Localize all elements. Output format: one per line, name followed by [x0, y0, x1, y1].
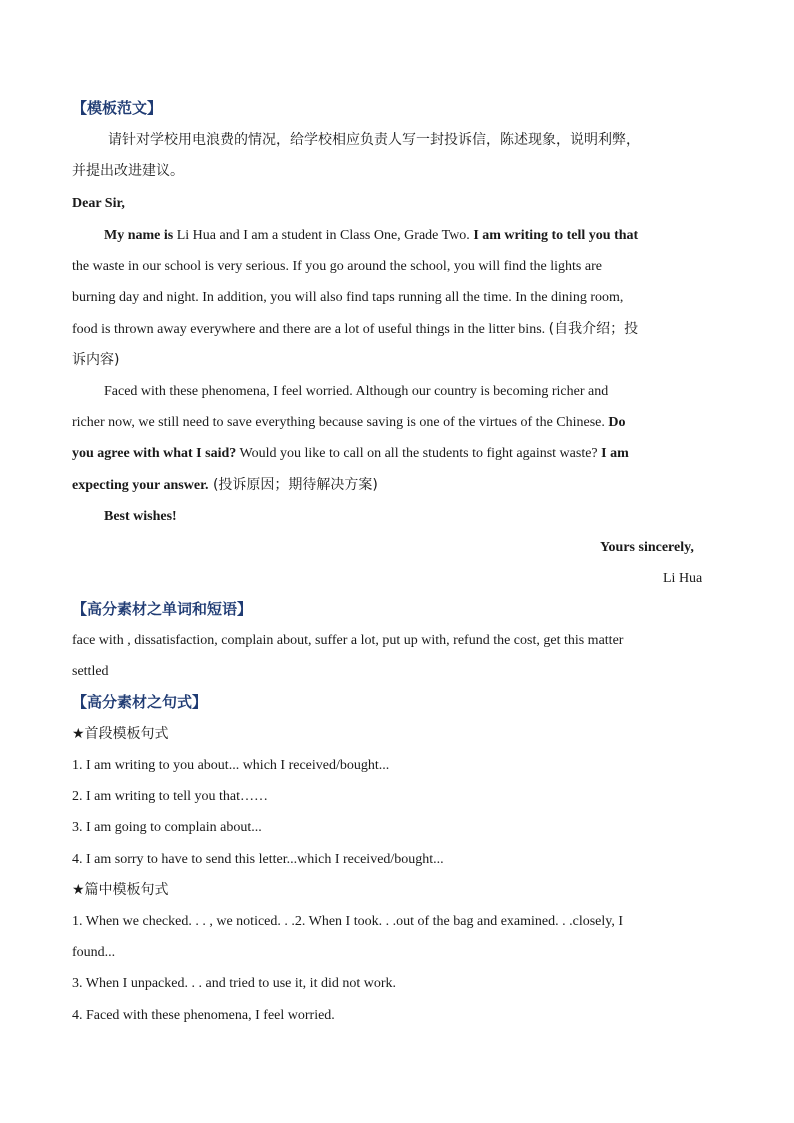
- p2-line-4: [72, 475, 378, 496]
- signature: Li Hua: [663, 571, 703, 586]
- p1-line-4-text: food is thrown away everywhere and there are a lot of useful things in the litter bins.: [72, 322, 549, 337]
- p2-line-2: [72, 413, 626, 433]
- p2-note-cn: (投诉原因；期待解决方案): [208, 477, 378, 493]
- p1-bold-writing: I am writing to tell you that: [473, 228, 639, 243]
- p2-line-3-text: Would you like to call on all the students to fight against waste?: [236, 446, 602, 461]
- p1-line-1: [104, 226, 638, 246]
- p2-bold-expecting: expecting your answer.: [72, 478, 209, 493]
- p2-bold-question: you agree with what I said?: [72, 446, 237, 461]
- section-heading-template: 【模板范文】: [72, 101, 163, 117]
- first-item-2: 2. I am writing to tell you that……: [72, 789, 268, 804]
- p1-bold-intro: My name is: [104, 228, 174, 243]
- p1-note-cn: (自我介绍；投: [548, 321, 639, 337]
- closing: Best wishes!: [104, 509, 177, 524]
- middle-item-1-line-2: found...: [72, 945, 116, 960]
- p2-bold-iam: I am: [601, 446, 629, 461]
- p1-line-4: [72, 319, 638, 340]
- p1-text: Li Hua and I am a student in Class One, Grade Two.: [173, 228, 474, 243]
- p1-line-5: 诉内容): [72, 352, 120, 368]
- middle-para-title: ★篇中模板句式: [72, 882, 169, 898]
- vocab-line-2: settled: [72, 664, 109, 679]
- middle-item-4: 4. Faced with these phenomena, I feel worried.: [72, 1008, 335, 1023]
- middle-item-1-line-1: 1. When we checked. . . , we noticed. . .2. When I took. . .out of the bag and examined. . .closely, I: [72, 914, 624, 929]
- p1-line-2: the waste in our school is very serious. If you go around the school, you will find the lights are: [72, 259, 602, 274]
- prompt-line-2: 并提出改进建议。: [72, 163, 184, 179]
- sign-off: Yours sincerely,: [600, 540, 694, 555]
- salutation: Dear Sir,: [72, 196, 125, 211]
- prompt-line-1: 请针对学校用电浪费的情况，给学校相应负责人写一封投诉信，陈述现象，说明利弊，: [108, 132, 640, 148]
- first-item-4: 4. I am sorry to have to send this letter...which I received/bought...: [72, 852, 444, 867]
- section-heading-sentences: 【高分素材之句式】: [72, 695, 208, 711]
- middle-item-3: 3. When I unpacked. . . and tried to use it, it did not work.: [72, 976, 397, 991]
- p2-line-2-text: richer now, we still need to save everything because saving is one of the virtues of the Chinese.: [72, 415, 609, 430]
- p1-line-3: burning day and night. In addition, you will also find taps running all the time. In the dining room,: [72, 290, 624, 305]
- p2-bold-do: Do: [608, 415, 626, 430]
- first-para-title: ★首段模板句式: [72, 726, 169, 742]
- p2-line-1: Faced with these phenomena, I feel worried. Although our country is becoming richer and: [104, 384, 609, 399]
- first-item-3: 3. I am going to complain about...: [72, 820, 262, 835]
- first-item-1: 1. I am writing to you about... which I received/bought...: [72, 758, 390, 773]
- section-heading-vocab: 【高分素材之单词和短语】: [72, 602, 253, 618]
- vocab-line-1: face with , dissatisfaction, complain about, suffer a lot, put up with, refund the cost, get this matter: [72, 633, 624, 648]
- p2-line-3: [72, 444, 629, 464]
